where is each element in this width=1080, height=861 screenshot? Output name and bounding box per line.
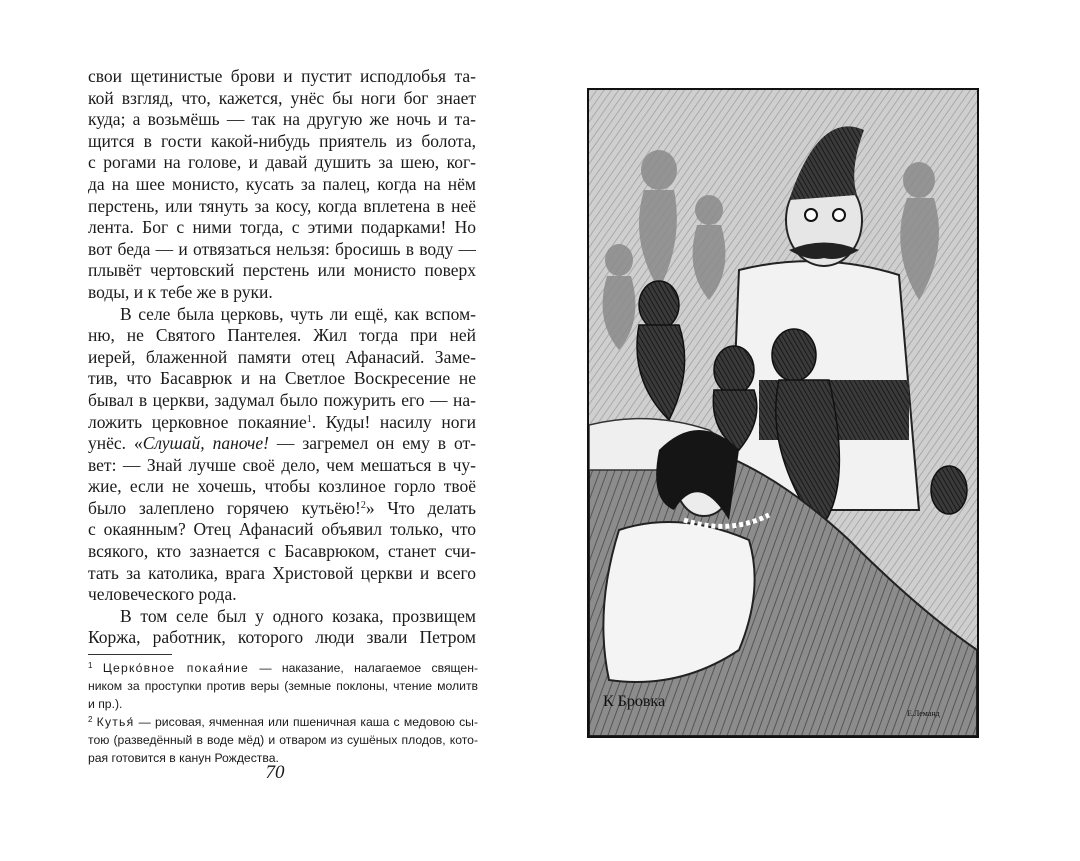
text-line: перстень, или тянуть за косу, когда вплетена в неё — [88, 195, 476, 216]
footnote-divider — [88, 654, 172, 655]
engraver-signature: Е.Леманд — [907, 709, 940, 718]
footnote-2 — [88, 713, 478, 731]
text-line: В том селе был у одного козака, прозвищем — [120, 605, 476, 626]
footnote-text: — рисовая, ячменная или пшеничная каша с медовою сы- — [134, 715, 478, 729]
text-line: воды, и к тебе же в руки. — [88, 281, 273, 302]
footnote-term: Церко́вное покая́ние — [102, 661, 250, 675]
text-segment: ложить церковное покаяние — [88, 411, 307, 432]
text-line: с окаянным? Отец Афанасий объявил только, что — [88, 519, 476, 540]
footnote-ref-1[interactable]: 1 — [306, 413, 312, 425]
text-line: бывал в церкви, задумал было пожурить его — на- — [88, 389, 476, 410]
italic-quote: Слушай, паноче! — [142, 433, 269, 454]
text-segment: было залеплено горячею кутьёю! — [88, 497, 361, 518]
text-line: лента. Бог с ними тогда, с этими подарками! Но — [88, 217, 476, 238]
footnote-1 — [88, 659, 478, 677]
text-line: Коржа, работник, которого люди звали Петром — [88, 627, 476, 648]
footnote-mark: 2 — [88, 715, 93, 724]
text-line: щится в гости какой-нибудь приятель из болота, — [88, 130, 476, 151]
text-line: человеческого рода. — [88, 584, 237, 605]
text-line: с рогами на голове, и давай душить за шею, ког- — [88, 152, 476, 173]
text-line: тив, что Басаврюк и на Светлое Воскресение не — [88, 368, 476, 389]
footnotes — [88, 659, 478, 767]
footnote-term: Кутья́ — [96, 715, 135, 729]
text-line: вет: — Знай лучше своё дело, чем мешаться в чу- — [88, 454, 476, 475]
footnote-line: рая готовится в канун Рождества. — [88, 751, 279, 765]
text-line — [88, 433, 476, 455]
text-line: всякого, кто зазнается с Басаврюком, станет счи- — [88, 541, 476, 562]
text-line: ню, не Святого Пантелея. Жил тогда при ней — [88, 325, 476, 346]
footnote-text: — наказание, налагаемое священ- — [249, 661, 478, 675]
text-line: да на шее монисто, кусать за палец, когда на нём — [88, 173, 476, 194]
footnote-mark: 1 — [88, 661, 93, 670]
body-text — [88, 66, 476, 649]
text-line: свои щетинистые брови и пустит исподлобья та- — [88, 66, 476, 86]
text-line: куда; а возьмёшь — так на другую же ночь и та- — [88, 109, 476, 130]
text-line: В селе была церковь, чуть ли ещё, как вспом- — [120, 303, 476, 324]
man-eye — [833, 209, 845, 221]
text-segment: » Что делать — [365, 497, 476, 518]
text-line: тать за католика, врага Христовой церкви и всего — [88, 562, 476, 583]
footnote-ref-2[interactable]: 2 — [360, 499, 366, 511]
text-line: вот беда — и отвязаться нельзя: бросишь в воду — — [88, 238, 476, 259]
text-line: кой взгляд, что, кажется, унёс бы ноги бог знает — [88, 87, 476, 108]
footnote-line: ником за проступки против веры (земные поклоны, чтение молитв — [88, 679, 478, 693]
text-segment: унёс. « — [88, 433, 143, 454]
footnote-line: тою (разведённый в воде мёд) и отваром из сушёных плодов, кото- — [88, 733, 478, 747]
text-line — [88, 498, 476, 520]
page-number: 70 — [265, 762, 285, 783]
engraving-illustration — [589, 90, 977, 736]
text-segment: — загремел он ему в от- — [269, 433, 476, 454]
text-line: иерей, блаженной памяти отец Афанасий. Заме- — [88, 346, 476, 367]
footnote-line: и пр.). — [88, 697, 123, 711]
artist-signature: К Бровка — [603, 693, 666, 710]
text-line: жие, если не хочешь, чтобы козлиное горло твоё — [88, 476, 476, 497]
text-line: плывёт чертовский перстень или монисто поверх — [88, 260, 476, 281]
man-eye — [805, 209, 817, 221]
text-line — [88, 412, 476, 434]
text-segment: . Куды! насилу ноги — [311, 411, 476, 432]
illustration — [587, 88, 979, 738]
